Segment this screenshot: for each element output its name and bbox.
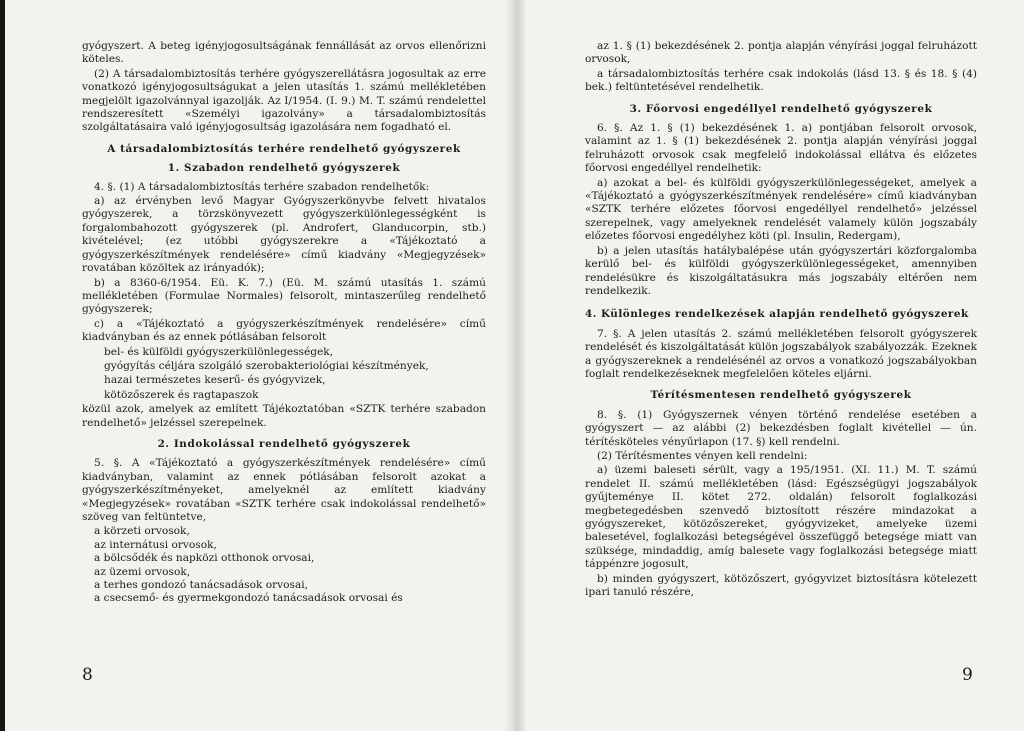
paragraph: közül azok, amelyek az említett Tájékoztatóban «SZTK terhére szabadon rendelhető» jelzéssel szerepelnek. — [82, 403, 486, 429]
paragraph: 6. §. Az 1. § (1) bekezdésének 1. a) pontjában felsorolt orvosok, valamint az 1. § (1) bekezdésének 2. pontja alapján vényírási joggal felruházott orvosok csak megfelelő indokolással ellátva és előzetes főorvosi engedéllyel rendelhetik: — [585, 122, 977, 175]
book-gutter — [505, 0, 527, 731]
page-number-left: 8 — [82, 665, 93, 685]
page-number-right: 9 — [962, 665, 973, 685]
subsection-heading: 4. Különleges rendelkezések alapján rendelhető gyógyszerek — [585, 308, 969, 321]
paragraph: a) azokat a bel- és külföldi gyógyszerkülönlegességeket, amelyek a «Tájékoztató a gyógyszerkészítmények rendelésére» című kiadványban «SZTK terhére előzetes főorvosi engedéllyel rendelhető» jelzéssel szerepelnek, vagy amelyeknek rendelését valamely külön jogszabály előzetes főorvosi engedélyhez köti (pl. Insulin, Redergam), — [585, 176, 977, 243]
list-line: kötözőszerek és ragtapaszok — [104, 388, 259, 401]
doctor-list — [82, 525, 486, 605]
subsection-heading: Térítésmentesen rendelhető gyógyszerek — [650, 389, 912, 402]
section-heading: A társadalombiztosítás terhére rendelhető gyógyszerek — [107, 142, 461, 155]
paragraph: a) üzemi baleseti sérült, vagy a 195/1951. (XI. 11.) M. T. számú rendelet II. számú mellékletében (lásd: Egészségügyi jogszabályok gyűjteménye II. kötet 272. oldalán) felsorolt foglalkozási megbetegedésben szenvedő biztosított részére mindazokat a gyógyszereket, kötözőszereket, gyógyvizeket, amelyeke üzemi balesetével, foglalkozási betegségével összefüggő betegsége miatt van szüksége, mindaddig, amíg balesete vagy foglalkozási betegsége miatt táppénzre jogosult, — [585, 464, 977, 571]
left-page — [82, 40, 486, 606]
list-item: a körzeti orvosok, — [94, 525, 190, 538]
paragraph: a) az érvényben levő Magyar Gyógyszerkönyvbe felvett hivatalos gyógyszerek, a törzskönyvezett gyógyszerkülönlegességként is forgalombahozott gyógyszerek (pl. Androfert, Glanducorpin, stb.) kivételével; (ez utóbbi gyógyszerekre a «Tájékoztató a gyógyszerkészítmények rendelésére» című kiadvány «Megjegyzések» rovatában közöltek az irányadók); — [82, 195, 486, 275]
subsection-heading: 2. Indokolással rendelhető gyógyszerek — [157, 437, 411, 450]
subsection-heading: 1. Szabadon rendelhető gyógyszerek — [167, 162, 401, 175]
list-line: hazai természetes keserű- és gyógyvizek, — [104, 374, 326, 387]
paragraph: b) a 8360-6/1954. Eü. K. 7.) (Eü. M. számú utasítás 1. számú mellékletében (Formulae Normales) felsorolt, mintaszerűleg rendelhető gyógyszerek; — [82, 276, 486, 316]
paragraph: a társadalombiztosítás terhére csak indokolás (lásd 13. § és 18. § (4) bek.) feltüntetésével rendelhetik. — [585, 67, 977, 94]
subsection-heading: 3. Főorvosi engedéllyel rendelhető gyógyszerek — [629, 102, 933, 115]
paragraph: b) a jelen utasítás hatálybalépése után gyógyszertári közforgalomba kerülő bel- és külföldi gyógyszerkülönlegességeket, amennyiben rendelésükre és kiszolgáltatásukra más jogszabály eltérően nem rendelkezik. — [585, 244, 977, 297]
paragraph: b) minden gyógyszert, kötözőszert, gyógyvizet biztosításra kötelezett ipari tanuló részére, — [585, 572, 977, 599]
binding-edge — [0, 0, 5, 731]
paragraph: gyógyszert. A beteg igényjogosultságának fennállását az orvos ellenőrizni köteles. — [82, 40, 486, 66]
list-item: a bölcsődék és napközi otthonok orvosai, — [94, 552, 315, 565]
paragraph: 7. §. A jelen utasítás 2. számú mellékletében felsorolt gyógyszerek rendelését és kiszolgáltatását külön jogszabályok szabályozzák. Ezeknek a gyógyszereknek a rendelésénél az orvos a vonatkozó jogszabályokban foglalt rendelkezéseknek megfelelően köteles eljárni. — [585, 327, 977, 380]
paragraph: 8. §. (1) Gyógyszernek vényen történő rendelése esetében a gyógyszert — az alábbi (2) bekezdésben foglalt kivétellel — ún. térítésköteles vényűrlapon (17. §) kell rendelni. — [585, 408, 977, 448]
list-line: gyógyítás céljára szolgáló szerobakteriológiai készítmények, — [104, 359, 429, 372]
list-line: bel- és külföldi gyógyszerkülönlegességek, — [104, 345, 334, 358]
paragraph: (2) A társadalombiztosítás terhére gyógyszerellátásra jogosultak az erre vonatkozó igényjogosultságukat a jelen utasítás 1. számú mellékletében megjelölt igazolvánnyal igazolják. Az I/1954. (I. 9.) M. T. számú rendelettel rendszeresített «Személyi igazolvány» a társadalombiztosítás szolgáltatásaira való igényjogosultság igazolására nem fogadható el. — [82, 67, 486, 134]
paragraph: 4. §. (1) A társadalombiztosítás terhére szabadon rendelhetők: — [94, 180, 430, 193]
paragraph: 5. §. A «Tájékoztató a gyógyszerkészítmények rendelésére» című kiadványban, valamint az ennek pótlásában felsorolt azokat a gyógyszerkészítményeket, amelyeknél az említett kiadvány «Megjegyzések» rovatában «SZTK terhére csak indokolással rendelhető» szöveg van feltüntetve, — [82, 457, 486, 523]
list-item: a terhes gondozó tanácsadások orvosai, — [94, 579, 309, 592]
paragraph: (2) Térítésmentes vényen kell rendelni: — [597, 449, 808, 462]
paragraph: az 1. § (1) bekezdésének 2. pontja alapján vényírási joggal felruházott orvosok, — [585, 40, 977, 66]
paragraph: c) a «Tájékoztató a gyógyszerkészítmények rendelésére» című kiadványban és az ennek pótlásában felsorolt — [82, 317, 486, 344]
list-item: az üzemi orvosok, — [94, 565, 191, 578]
list-item: az internátusi orvosok, — [94, 538, 217, 551]
right-page — [585, 40, 977, 600]
list-item: a csecsemő- és gyermekgondozó tanácsadások orvosai és — [94, 592, 403, 605]
